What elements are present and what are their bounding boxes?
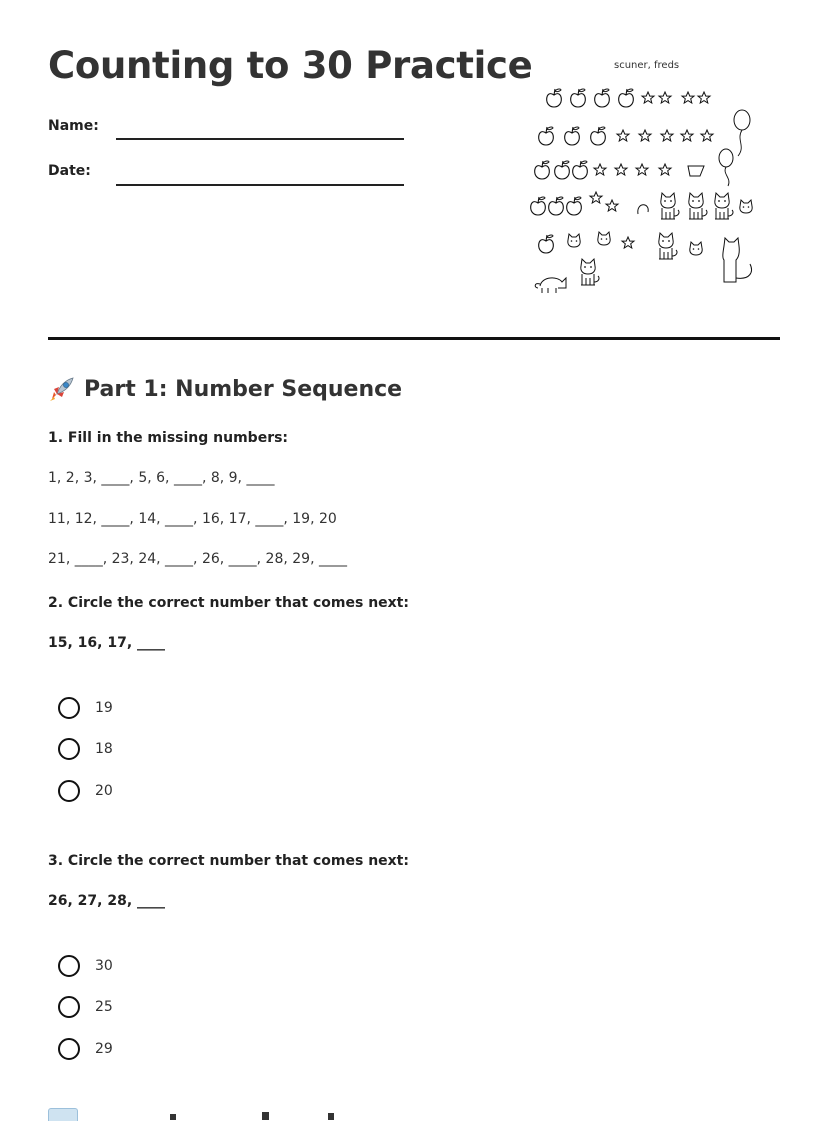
question-1-label: 1. Fill in the missing numbers: xyxy=(48,430,289,446)
question-3-option-1[interactable] xyxy=(58,955,113,977)
question-2-label: 2. Circle the correct number that comes next: xyxy=(48,595,409,611)
question-3-sequence: 26, 27, 28, ____ xyxy=(48,893,166,909)
sequence-line-2: 11, 12, ____, 14, ____, 16, 17, ____, 19, 20 xyxy=(48,511,337,527)
section-divider xyxy=(48,337,780,340)
name-field[interactable] xyxy=(116,138,404,140)
date-label: Date: xyxy=(48,163,91,179)
name-label: Name: xyxy=(48,118,99,134)
question-3-option-3[interactable] xyxy=(58,1038,113,1060)
radio-circle[interactable] xyxy=(58,1038,80,1060)
radio-circle[interactable] xyxy=(58,697,80,719)
date-field[interactable] xyxy=(116,184,404,186)
radio-circle[interactable] xyxy=(58,996,80,1018)
counting-illustration xyxy=(528,78,768,298)
question-3-option-2[interactable] xyxy=(58,996,113,1018)
rocket-icon xyxy=(48,375,76,403)
option-label: 29 xyxy=(95,1041,113,1057)
question-3-label: 3. Circle the correct number that comes next: xyxy=(48,853,409,869)
radio-circle[interactable] xyxy=(58,738,80,760)
option-label: 25 xyxy=(95,999,113,1015)
sequence-line-3: 21, ____, 23, 24, ____, 26, ____, 28, 29, ____ xyxy=(48,551,347,567)
question-2-sequence: 15, 16, 17, ____ xyxy=(48,635,166,651)
page-title: Counting to 30 Practice xyxy=(48,44,533,87)
question-2-option-3[interactable] xyxy=(58,780,113,802)
radio-circle[interactable] xyxy=(58,780,80,802)
question-2-option-2[interactable] xyxy=(58,738,113,760)
sequence-line-1: 1, 2, 3, ____, 5, 6, ____, 8, 9, ____ xyxy=(48,470,275,486)
illustration-credit: scuner, freds xyxy=(614,60,680,71)
option-label: 20 xyxy=(95,783,113,799)
option-label: 19 xyxy=(95,700,113,716)
option-label: 18 xyxy=(95,741,113,757)
question-2-option-1[interactable] xyxy=(58,697,113,719)
radio-circle[interactable] xyxy=(58,955,80,977)
part1-heading xyxy=(48,375,402,403)
puzzle-icon xyxy=(48,1108,78,1121)
part1-heading-text: Part 1: Number Sequence xyxy=(84,376,403,402)
option-label: 30 xyxy=(95,958,113,974)
